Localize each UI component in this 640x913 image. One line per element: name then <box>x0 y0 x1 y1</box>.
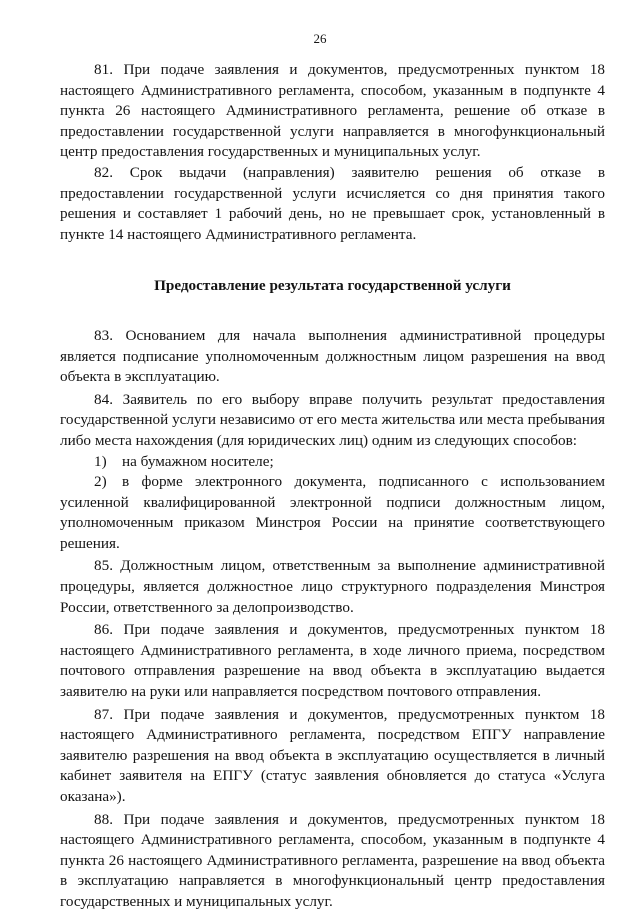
paragraph-85: 85. Должностным лицом, ответственным за выполнение административной процедуры, является должностное лицо структурного подразделения Минстроя России, ответственного за делопроизводство. <box>60 557 605 616</box>
paragraph-87: 87. При подаче заявления и документов, предусмотренных пунктом 18 настоящего Административного регламента, посредством ЕПГУ направление заявителю разрешения на ввод объекта в эксплуатацию осуществляется в личный кабинет заявителя на ЕПГУ (статус заявления обновляется до статуса «Услуга оказана»). <box>60 705 605 805</box>
list-item <box>60 472 605 554</box>
list-item-number: 1) <box>94 452 107 470</box>
paragraph-84: 84. Заявитель по его выбору вправе получить результат предоставления государственной услуги независимо от его места жительства или места пребывания либо места нахождения (для юридических лиц) одним из следующих способов: <box>60 390 605 449</box>
document-body <box>60 60 605 913</box>
list-item-number: 2) <box>94 473 107 491</box>
paragraph-86: 86. При подаче заявления и документов, предусмотренных пунктом 18 настоящего Административного регламента, в ходе личного приема, посредством почтового отправления разрешение на ввод объекта в эксплуатацию выдается заявителю на руки или направляется посредством почтового отправления. <box>60 621 605 701</box>
paragraph-88: 88. При подаче заявления и документов, предусмотренных пунктом 18 настоящего Административного регламента, способом, указанным в подпункте 4 пункта 26 настоящего Административного регламента, разрешение на ввод объекта в эксплуатацию направляется в многофункциональный центр предоставления государственных и муниципальных услуг. <box>60 810 605 910</box>
list-item-text: на бумажном носителе; <box>122 452 274 470</box>
list-item-text: в форме электронного документа, подписанного с использованием усиленной квалифицированной электронной подписи должностным лицом, уполномоченным приказом Минстроя России на принятие соответствующего решения. <box>60 473 605 552</box>
list-item <box>60 452 605 473</box>
paragraph-83: 83. Основанием для начала выполнения административной процедуры является подписание уполномоченным должностным лицом разрешения на ввод объекта в эксплуатацию. <box>60 326 605 386</box>
page-number: 26 <box>313 31 327 46</box>
paragraph-81: 81. При подаче заявления и документов, предусмотренных пунктом 18 настоящего Административного регламента, способом, указанным в подпункте 4 пункта 26 настоящего Административного регламента, решение об отказе в предоставлении государственной услуги направляется в многофункциональный центр предоставления государственных и муниципальных услуг. <box>60 61 605 161</box>
section-heading: Предоставление результата государственной услуги <box>154 277 511 295</box>
paragraph-82: 82. Срок выдачи (направления) заявителю решения об отказе в предоставлении государственной услуги исчисляется со дня принятия такого решения и составляет 1 рабочий день, но не превышает срок, установленный в пункте 14 настоящего Административного регламента. <box>60 163 605 243</box>
